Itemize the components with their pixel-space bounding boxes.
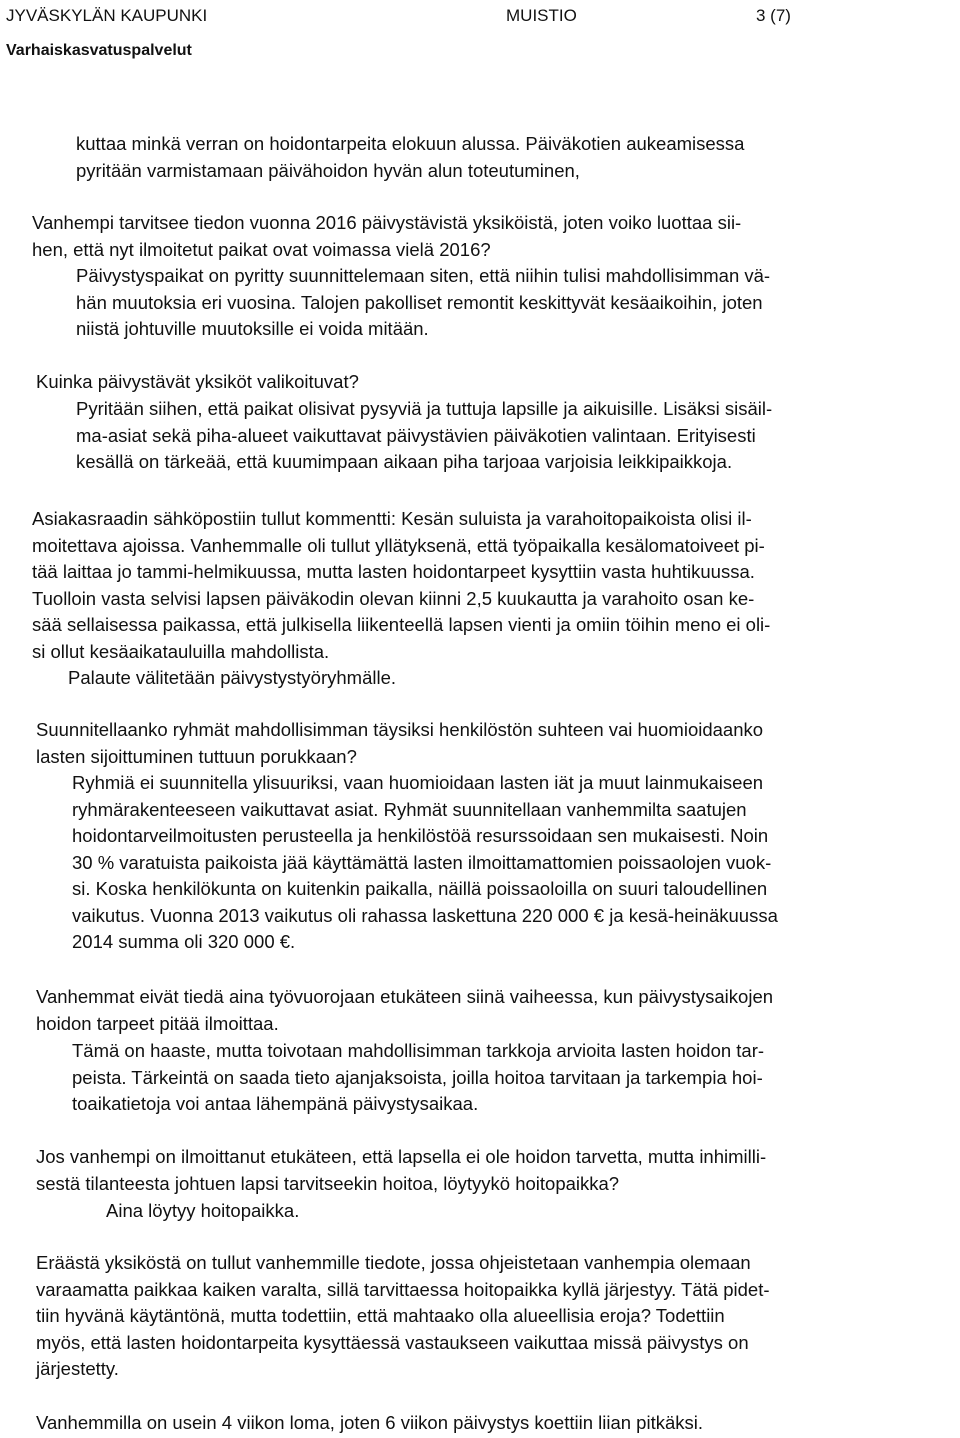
text-line: tää laittaa jo tammi-helmikuussa, mutta lasten hoidontarpeet kysyttiin vasta huhtikuussa. bbox=[32, 561, 755, 582]
text-line: Päivystyspaikat on pyritty suunnittelemaan siten, että niihin tulisi mahdollisimman vä- bbox=[76, 265, 771, 286]
text-line: hen, että nyt ilmoitetut paikat ovat voimassa vielä 2016? bbox=[32, 238, 491, 260]
text-line: niistä johtuville muutoksille ei voida mitään. bbox=[76, 318, 429, 339]
paragraph-notice bbox=[36, 1250, 770, 1383]
answer-1 bbox=[76, 263, 770, 343]
answer-5 bbox=[106, 1198, 299, 1225]
text-line: Vanhemmat eivät tiedä aina työvuorojaan etukäteen siinä vaiheessa, kun päivystysaikojen bbox=[36, 986, 774, 1007]
text-line: pyritään varmistamaan päivähoidon hyvän alun toteutuminen, bbox=[76, 159, 580, 181]
text-line: si. Koska henkilökunta on kuitenkin paikalla, näillä poissaoloilla on suuri taloudellinen bbox=[72, 878, 768, 899]
text-line: 2014 summa oli 320 000 €. bbox=[72, 931, 296, 952]
question-2 bbox=[36, 369, 359, 396]
document-type: MUISTIO bbox=[506, 6, 577, 25]
text-line: Kuinka päivystävät yksiköt valikoituvat? bbox=[36, 371, 359, 392]
text-line: 30 % varatuista paikoista jää käyttämättä lasten ilmoittamattomien poissaolojen vuok- bbox=[72, 851, 772, 873]
answer-2 bbox=[76, 396, 772, 476]
text-line: Suunnitellaanko ryhmät mahdollisimman täysiksi henkilöstön suhteen vai huomioidaanko bbox=[36, 719, 764, 740]
text-line: vaikutus. Vuonna 2013 vaikutus oli rahassa laskettuna 220 000 € ja kesä-heinäkuussa bbox=[72, 904, 778, 926]
text-line: Palaute välitetään päivystystyöryhmälle. bbox=[68, 667, 397, 688]
feedback-note bbox=[68, 665, 396, 692]
text-line: hän muutoksia eri vuosina. Talojen pakolliset remontit keskittyvät kesäaikoihin, joten bbox=[76, 291, 763, 313]
answer-3 bbox=[72, 770, 778, 956]
text-line: Ryhmiä ei suunnitella ylisuuriksi, vaan huomioidaan lasten iät ja muut lainmukaiseen bbox=[72, 772, 764, 793]
customer-comment bbox=[32, 506, 770, 665]
text-line: Asiakasraadin sähköpostiin tullut kommentti: Kesän suluista ja varahoitopaikoista olisi il- bbox=[32, 508, 752, 529]
question-5 bbox=[36, 1144, 766, 1197]
text-line: sää sellaisessa paikassa, että julkisella liikenteellä lapsen vienti ja omiin töihin meno ei oli- bbox=[32, 614, 771, 635]
text-line: myös, että lasten hoidontarpeita kysyttäessä vastaukseen vaikuttaa missä päivystys on bbox=[36, 1331, 749, 1353]
text-line: si ollut kesäaikatauluilla mahdollista. bbox=[32, 640, 330, 662]
page-number: 3 (7) bbox=[756, 6, 791, 25]
text-line: Tuolloin vasta selvisi lapsen päiväkodin olevan kiinni 2,5 kuukautta ja varahoito osan ke- bbox=[32, 587, 755, 609]
text-line: ma-asiat sekä piha-alueet vaikuttavat päivystävien päiväkotien valintaan. Erityisesti bbox=[76, 424, 756, 446]
text-line: Eräästä yksiköstä on tullut vanhemmille tiedote, jossa ohjeistetaan vanhempia olemaan bbox=[36, 1252, 751, 1273]
text-line: varaamatta paikkaa kaiken varalta, sillä tarvittaessa hoitopaikka kyllä järjestyy. Tätä pidet- bbox=[36, 1278, 770, 1300]
text-line: toaikatietoja voi antaa lähempänä päivystysaikaa. bbox=[72, 1093, 479, 1114]
text-line: Jos vanhempi on ilmoittanut etukäteen, että lapsella ei ole hoidon tarvetta, mutta inhimilli- bbox=[36, 1146, 767, 1167]
organization-name: JYVÄSKYLÄN KAUPUNKI bbox=[6, 6, 208, 25]
text-line: moitettava ajoissa. Vanhemmalle oli tullut yllätyksenä, että työpaikalla kesälomatoiveet pi- bbox=[32, 534, 765, 556]
text-line: Aina löytyy hoitopaikka. bbox=[106, 1200, 300, 1221]
text-line: Pyritään siihen, että paikat olisivat pysyviä ja tuttuja lapsille ja aikuisille. Lisäksi sisäil- bbox=[76, 398, 773, 419]
text-line: ryhmärakenteeseen vaikuttavat asiat. Ryhmät suunnitellaan vanhemmilta saatujen bbox=[72, 798, 747, 820]
paragraph-intro bbox=[76, 131, 744, 184]
text-line: kesällä on tärkeää, että kuumimpaan aikaan piha tarjoaa varjoisia leikkipaikkoja. bbox=[76, 451, 733, 472]
department-name: Varhaiskasvatuspalvelut bbox=[6, 42, 192, 59]
text-line: sestä tilanteesta johtuen lapsi tarvitseekin hoitoa, löytyykö hoitopaikka? bbox=[36, 1172, 620, 1194]
text-line: Tämä on haaste, mutta toivotaan mahdollisimman tarkkoja arvioita lasten hoidon tar- bbox=[72, 1040, 765, 1061]
text-line: Vanhempi tarvitsee tiedon vuonna 2016 päivystävistä yksiköistä, joten voiko luottaa sii- bbox=[32, 212, 742, 233]
text-line: lasten sijoittuminen tuttuun porukkaan? bbox=[36, 745, 357, 767]
text-line: Vanhemmilla on usein 4 viikon loma, joten 6 viikon päivystys koettiin liian pitkäksi. bbox=[36, 1412, 704, 1433]
text-line: kuttaa minkä verran on hoidontarpeita elokuun alussa. Päiväkotien aukeamisessa bbox=[76, 133, 745, 154]
question-4 bbox=[36, 984, 773, 1037]
text-line: järjestetty. bbox=[36, 1358, 119, 1379]
paragraph-vacation bbox=[36, 1410, 703, 1437]
text-line: hoidon tarpeet pitää ilmoittaa. bbox=[36, 1012, 279, 1034]
question-3 bbox=[36, 717, 763, 770]
question-1 bbox=[32, 210, 741, 263]
text-line: hoidontarveilmoitusten perusteella ja henkilöstöä resurssoidaan sen mukaisesti. Noin bbox=[72, 825, 769, 846]
text-line: peista. Tärkeintä on saada tieto ajanjaksoista, joilla hoitoa tarvitaan ja tarkempia hoi- bbox=[72, 1066, 763, 1088]
answer-4 bbox=[72, 1038, 764, 1118]
text-line: tiin hyvänä käytäntönä, mutta todettiin, että mahtaako olla alueellisia eroja? Todettiin bbox=[36, 1305, 725, 1326]
